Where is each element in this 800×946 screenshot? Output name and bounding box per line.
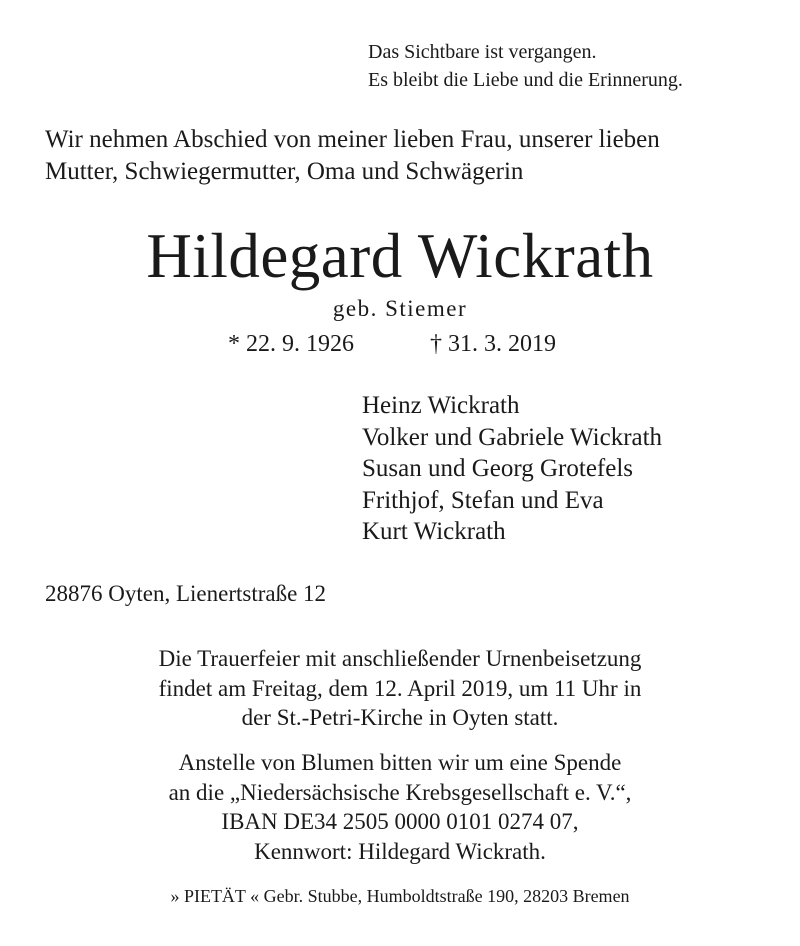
mourner-name: Heinz Wickrath: [362, 392, 520, 419]
donation-line: Kennwort: Hildegard Wickrath.: [254, 838, 546, 864]
mourner-name: Kurt Wickrath: [362, 518, 506, 545]
mourner-name: Susan und Georg Grotefels: [362, 455, 634, 482]
donation-request: [0, 748, 800, 866]
deceased-name: Hildegard Wickrath: [146, 221, 654, 291]
intro-line: Wir nehmen Abschied von meiner lieben Frau, unserer lieben: [45, 126, 660, 153]
donation-line: an die „Niedersächsische Krebsgesellschaft e. V.“,: [168, 779, 632, 805]
motto-line: Es bleibt die Liebe und die Erinnerung.: [368, 69, 683, 91]
family-address: 28876 Oyten, Lienertstraße 12: [45, 581, 327, 606]
ceremony-info: [0, 644, 800, 733]
motto-verse: [368, 38, 683, 94]
mourner-name: Volker und Gabriele Wickrath: [362, 423, 663, 451]
intro-line: Mutter, Schwiegermutter, Oma und Schwägerin: [45, 158, 524, 185]
death-date: † 31. 3. 2019: [430, 331, 556, 357]
mourner-name: Frithjof, Stefan und Eva: [362, 486, 604, 514]
ceremony-line: findet am Freitag, dem 12. April 2019, um 11 Uhr in: [158, 675, 642, 701]
motto-line: Das Sichtbare ist vergangen.: [368, 41, 597, 63]
birth-date: * 22. 9. 1926: [228, 331, 354, 357]
ceremony-line: der St.-Petri-Kirche in Oyten statt.: [241, 705, 559, 730]
maiden-name: geb. Stiemer: [332, 296, 468, 321]
funeral-home-credit: » PIETÄT « Gebr. Stubbe, Humboldtstraße 190, 28203 Bremen: [170, 886, 630, 906]
donation-line: IBAN DE34 2505 0000 0101 0274 07,: [221, 809, 579, 834]
ceremony-line: Die Trauerfeier mit anschließender Urnenbeisetzung: [158, 646, 642, 671]
donation-line: Anstelle von Blumen bitten wir um eine Spende: [178, 750, 622, 775]
mourners-list: [362, 390, 662, 548]
farewell-intro: [45, 124, 660, 188]
